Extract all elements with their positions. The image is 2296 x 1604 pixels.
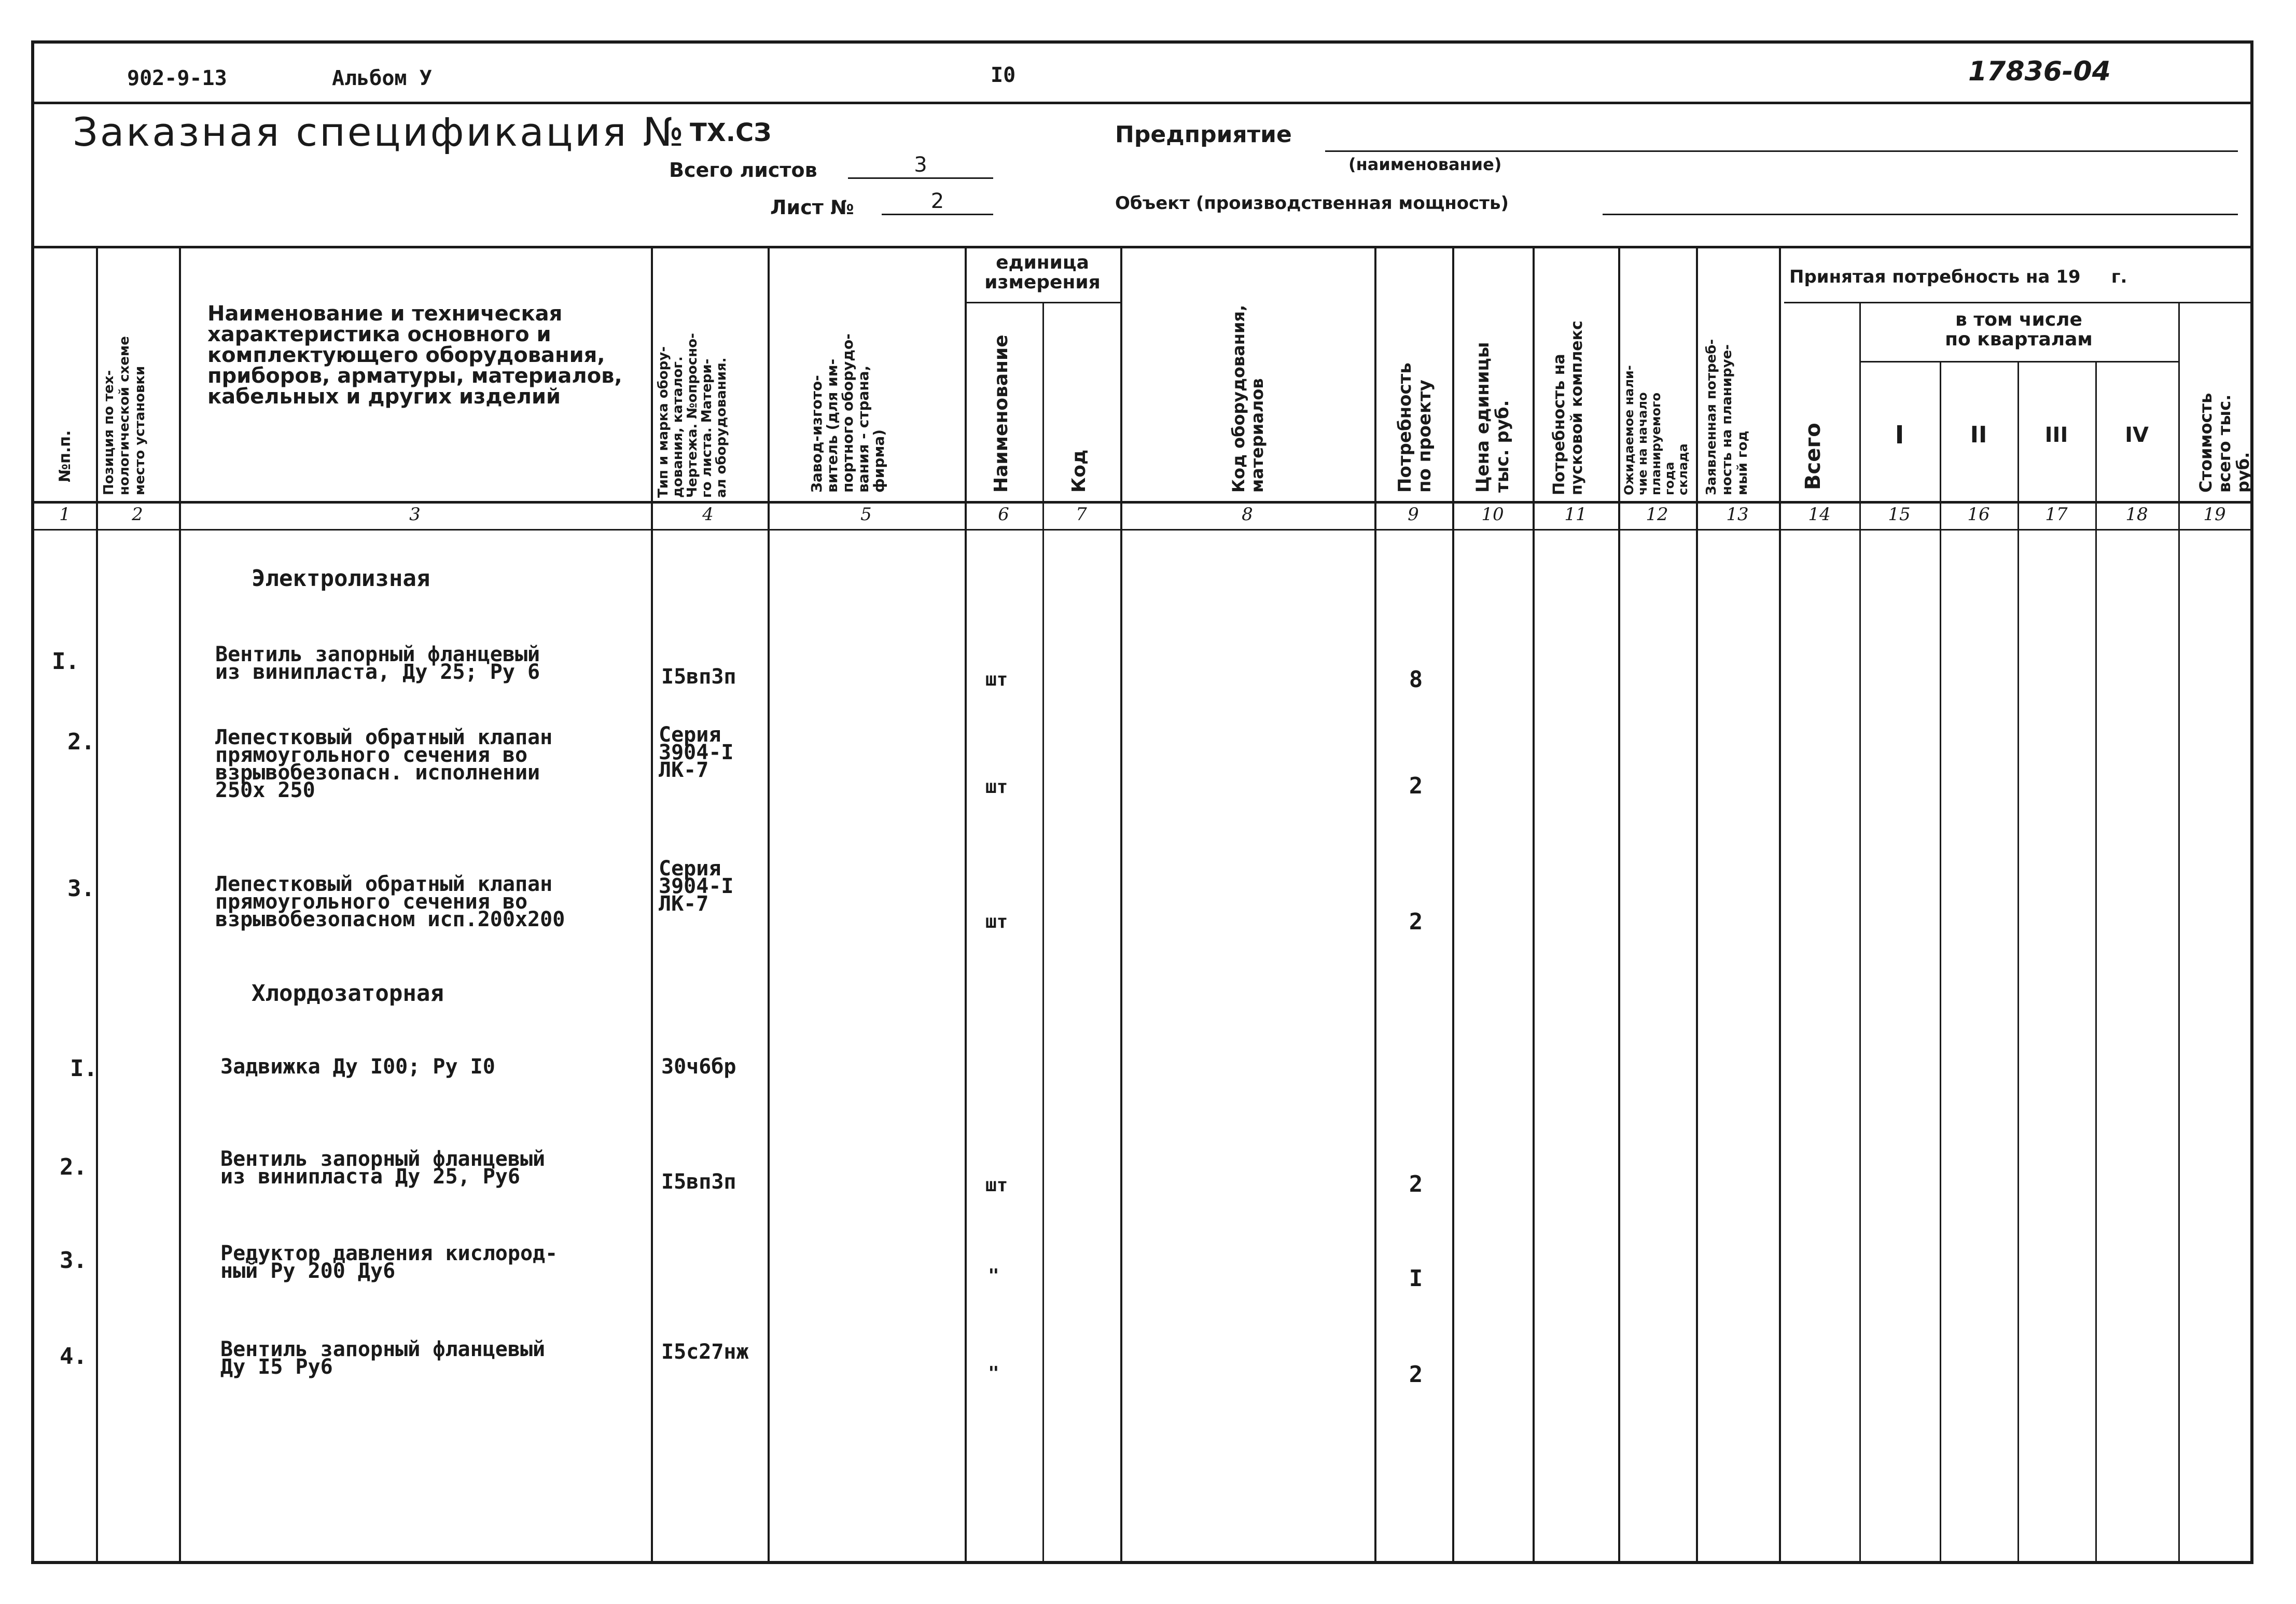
item-qty: 8 — [1409, 666, 1423, 693]
item-qty: 2 — [1409, 1361, 1423, 1388]
item-unit: " — [988, 1265, 999, 1287]
item-type: I5вп3п — [661, 1170, 736, 1194]
sheet-number-label: Лист № — [770, 196, 854, 219]
col-line-5 — [965, 246, 967, 1564]
col-line-10 — [1533, 246, 1535, 1564]
col-number-17: 17 — [2045, 504, 2068, 525]
col-header-9: Потребность по проекту — [1395, 362, 1435, 493]
spec-title: Заказная спецификация № — [73, 109, 686, 155]
accepted-group-header: Принятая потребность на 19 г. — [1789, 267, 2127, 287]
page-number: I0 — [991, 63, 1016, 87]
row-number: 4. — [60, 1343, 87, 1370]
row-number: 3. — [67, 875, 95, 902]
col-line-3 — [651, 246, 653, 1564]
item-type: I5вп3п — [661, 665, 736, 689]
document-number: 17836-04 — [1968, 56, 2111, 87]
col-line-12 — [1696, 246, 1698, 1564]
col-number-16: 16 — [1967, 504, 1990, 525]
col-number-15: 15 — [1888, 504, 1911, 525]
item-unit: шт — [985, 776, 1008, 798]
item-unit: шт — [985, 669, 1008, 690]
table-top-rule — [31, 246, 2253, 248]
row-number: I. — [70, 1055, 98, 1082]
col-number-9: 9 — [1408, 504, 1419, 525]
item-type: 30ч6бр — [661, 1055, 736, 1079]
item-unit: шт — [985, 1175, 1008, 1196]
quarters-group-header: в том числе по кварталам — [1945, 309, 2093, 350]
accepted-group-rule — [1784, 302, 2253, 303]
col-line-18 — [2178, 302, 2180, 1564]
enterprise-label: Предприятие — [1115, 121, 1292, 148]
item-unit: " — [988, 1363, 999, 1384]
col-line-6 — [1042, 302, 1044, 1564]
col-line-15 — [1940, 361, 1941, 1564]
item-name: Лепестковый обратный клапан прямоугольного сечения во взрывобезопасн. исполнении 250х 250 — [215, 726, 553, 802]
sheet-number-value: 2 — [882, 190, 993, 215]
col-line-2 — [179, 246, 181, 1564]
object-field — [1603, 195, 2238, 215]
item-unit: шт — [985, 911, 1008, 932]
col-header-11: Потребность на пусковой комплекс — [1550, 320, 1586, 495]
object-label: Объект (производственная мощность) — [1115, 193, 1509, 214]
col-line-4 — [768, 246, 770, 1564]
col-header-10: Цена единицы тыс. руб. — [1472, 342, 1513, 493]
col-number-14: 14 — [1808, 504, 1831, 525]
col-line-13 — [1779, 246, 1781, 1564]
col-line-14 — [1859, 302, 1861, 1564]
total-sheets-label: Всего листов — [669, 159, 817, 182]
item-qty: 2 — [1409, 1171, 1423, 1197]
col-header-3: Наименование и техническая характеристика основного и комплектующего оборудования, приборов, арматуры, материалов, кабельных и других изделий — [207, 302, 622, 409]
col-number-8: 8 — [1242, 504, 1253, 525]
item-name: Редуктор давления кислород- ный Ру 200 Ду6 — [220, 1242, 558, 1283]
unit-group-header: единица измерения — [984, 252, 1101, 293]
row-number: 2. — [60, 1154, 87, 1180]
section-title-electrolysis: Электролизная — [252, 565, 430, 592]
col-header-15: I — [1895, 421, 1904, 450]
total-sheets-value: 3 — [848, 154, 993, 179]
col-header-17: III — [2044, 423, 2068, 447]
col-line-8 — [1374, 246, 1376, 1564]
col-header-5: Завод-изгото- витель (для им- портного оборудо- вания - страна, фирма) — [808, 333, 887, 493]
col-header-14: Всего — [1801, 423, 1825, 490]
spec-number: ТХ.СЗ — [690, 118, 772, 147]
item-type: I5с27нж — [661, 1340, 749, 1364]
col-header-4: Тип и марка обору- дования, каталог. Чертежа. №опросно- го листа. Матери- ал оборудования. — [656, 333, 729, 498]
col-line-1 — [96, 246, 98, 1564]
col-header-18: IV — [2125, 423, 2149, 447]
col-number-5: 5 — [860, 504, 872, 525]
album-label: Альбом У — [332, 66, 432, 90]
col-number-bottom-rule — [31, 529, 2253, 531]
header-divider — [31, 102, 2253, 104]
col-number-11: 11 — [1564, 504, 1587, 525]
item-qty: 2 — [1409, 909, 1423, 935]
item-name: Задвижка Ду I00; Ру I0 — [220, 1055, 495, 1079]
item-name: Вентиль запорный фланцевый Ду I5 Ру6 — [220, 1337, 546, 1379]
col-number-7: 7 — [1076, 504, 1087, 525]
col-number-3: 3 — [409, 504, 421, 525]
row-number: I. — [52, 648, 79, 675]
col-number-2: 2 — [132, 504, 143, 525]
col-header-8: Код оборудования, материалов — [1229, 304, 1267, 493]
col-header-6: Наименование — [991, 334, 1012, 493]
col-header-1: №п.п. — [56, 430, 74, 482]
item-qty: 2 — [1409, 773, 1423, 799]
col-header-19: Стоимость всего тыс. руб. — [2196, 393, 2253, 493]
col-number-13: 13 — [1726, 504, 1749, 525]
col-number-6: 6 — [998, 504, 1009, 525]
col-number-1: 1 — [59, 504, 71, 525]
row-number: 3. — [60, 1247, 87, 1274]
item-name: Лепестковый обратный клапан прямоугольного сечения во взрывобезопасном исп.200х200 — [215, 872, 565, 931]
col-line-11 — [1618, 246, 1620, 1564]
col-number-top-rule — [31, 501, 2253, 504]
col-header-2: Позиция по тех- нологической схеме место установки — [101, 336, 148, 495]
col-line-16 — [2017, 361, 2019, 1564]
col-line-9 — [1452, 246, 1454, 1564]
item-type: Серия 3904-I ЛК-7 — [659, 857, 734, 916]
col-line-7 — [1120, 246, 1122, 1564]
enterprise-hint: (наименование) — [1348, 155, 1502, 174]
col-number-18: 18 — [2125, 504, 2148, 525]
row-number: 2. — [67, 729, 95, 755]
project-code: 902-9-13 — [127, 66, 227, 90]
col-number-10: 10 — [1481, 504, 1504, 525]
col-header-13: Заявленная потреб- ность на планируе- мый год — [1704, 339, 1750, 495]
col-header-16: II — [1970, 422, 1987, 448]
col-header-7: Код — [1068, 449, 1090, 493]
enterprise-field — [1325, 127, 2238, 152]
item-name: Вентиль запорный фланцевый из винипласта, Ду 25; Ру 6 — [215, 643, 540, 684]
col-line-17 — [2095, 361, 2097, 1564]
col-header-12: Ожидаемое нали- чие на начало планируемого года склада — [1622, 365, 1690, 495]
item-type: Серия 3904-I ЛК-7 — [659, 723, 734, 782]
item-name: Вентиль запорный фланцевый из винипласта Ду 25, Ру6 — [220, 1147, 546, 1189]
section-title-chlorine-dosing: Хлордозаторная — [252, 980, 444, 1007]
col-number-12: 12 — [1646, 504, 1668, 525]
col-number-19: 19 — [2203, 504, 2226, 525]
col-number-4: 4 — [702, 504, 714, 525]
item-qty: I — [1409, 1265, 1423, 1292]
